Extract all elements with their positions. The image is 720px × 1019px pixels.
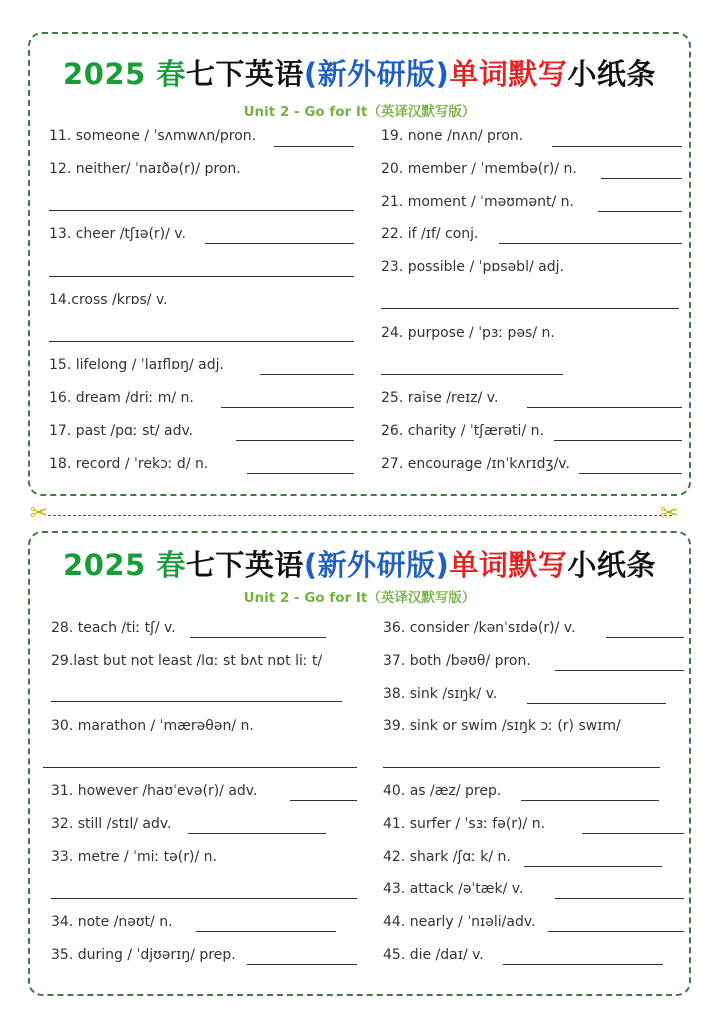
- vocab-entry: 21. moment / ˈməʊmənt/ n.: [381, 194, 574, 210]
- answer-line[interactable]: [524, 866, 662, 867]
- title-spring: 春: [156, 548, 186, 582]
- answer-line[interactable]: [290, 800, 357, 801]
- vocab-entry: 42. shark /ʃɑː k/ n.: [383, 849, 511, 865]
- vocab-entry: 17. past /pɑː st/ adv.: [49, 423, 194, 439]
- answer-line[interactable]: [49, 276, 354, 277]
- title-year: 2025: [63, 57, 157, 91]
- answer-line[interactable]: [606, 637, 684, 638]
- answer-line[interactable]: [555, 670, 684, 671]
- answer-line[interactable]: [499, 243, 682, 244]
- title-note: 小纸条: [567, 548, 656, 582]
- answer-line[interactable]: [579, 473, 682, 474]
- answer-line[interactable]: [381, 308, 679, 309]
- title-words: 单词默写: [449, 57, 568, 91]
- vocab-entry: 41. surfer / ˈsɜː fə(r)/ n.: [383, 816, 546, 832]
- card-title: [30, 543, 689, 584]
- answer-line[interactable]: [43, 767, 357, 768]
- card-title: [30, 52, 689, 93]
- answer-line[interactable]: [49, 210, 354, 211]
- scissors-icon: ✂: [660, 501, 679, 526]
- answer-line[interactable]: [274, 146, 354, 147]
- scissors-icon: ✂: [30, 501, 49, 526]
- title-year: 2025: [63, 548, 157, 582]
- vocab-entry: 29.last but not least /lɑː st bʌt nɒt liː t/: [51, 653, 323, 669]
- vocab-entry: 19. none /nʌn/ pron.: [381, 128, 524, 144]
- title-grade: 七下英语: [185, 57, 304, 91]
- answer-line[interactable]: [548, 931, 684, 932]
- answer-line[interactable]: [503, 964, 663, 965]
- vocab-entry: 28. teach /tiː tʃ/ v.: [51, 620, 176, 636]
- vocab-entry: 12. neither/ ˈnaɪðə(r)/ pron.: [49, 161, 241, 177]
- vocab-entry: 32. still /stɪl/ adv.: [51, 816, 172, 832]
- answer-line[interactable]: [552, 146, 682, 147]
- vocab-entry: 37. both /bəʊθ/ pron.: [383, 653, 531, 669]
- title-spring: 春: [156, 57, 186, 91]
- vocab-entry: 33. metre / ˈmiː tə(r)/ n.: [51, 849, 217, 865]
- answer-line[interactable]: [247, 473, 354, 474]
- vocab-entry: 22. if /ɪf/ conj.: [381, 226, 479, 242]
- answer-line[interactable]: [221, 407, 354, 408]
- answer-line[interactable]: [527, 703, 666, 704]
- answer-line[interactable]: [247, 964, 357, 965]
- answer-line[interactable]: [260, 374, 354, 375]
- card-subtitle: Unit 2 - Go for It（英译汉默写版）: [243, 590, 476, 606]
- card-subtitle: Unit 2 - Go for It（英译汉默写版）: [243, 104, 476, 120]
- answer-line[interactable]: [598, 211, 682, 212]
- vocab-entry: 14.cross /krɒs/ v.: [49, 292, 168, 308]
- answer-line[interactable]: [383, 767, 660, 768]
- vocab-entry: 43. attack /əˈtæk/ v.: [383, 881, 524, 897]
- answer-line[interactable]: [188, 833, 326, 834]
- title-edition: (新外研版): [303, 548, 450, 582]
- vocab-entry: 36. consider /kənˈsɪdə(r)/ v.: [383, 620, 576, 636]
- vocab-entry: 26. charity / ˈtʃærəti/ n.: [381, 423, 544, 439]
- answer-line[interactable]: [381, 374, 563, 375]
- vocab-entry: 20. member / ˈmembə(r)/ n.: [381, 161, 577, 177]
- vocab-entry: 40. as /æz/ prep.: [383, 783, 502, 799]
- vocab-entry: 44. nearly / ˈnɪəli/adv.: [383, 914, 536, 930]
- vocab-entry: 34. note /nəʊt/ n.: [51, 914, 173, 930]
- answer-line[interactable]: [49, 341, 354, 342]
- vocab-entry: 39. sink or swim /sɪŋk ɔː (r) swɪm/: [383, 718, 621, 734]
- answer-line[interactable]: [527, 407, 682, 408]
- answer-line[interactable]: [582, 833, 684, 834]
- vocab-entry: 30. marathon / ˈmærəθən/ n.: [51, 718, 254, 734]
- answer-line[interactable]: [555, 898, 684, 899]
- vocab-entry: 38. sink /sɪŋk/ v.: [383, 686, 498, 702]
- vocab-entry: 24. purpose / ˈpɜː pəs/ n.: [381, 325, 555, 341]
- vocab-entry: 25. raise /reɪz/ v.: [381, 390, 499, 406]
- vocab-entry: 35. during / ˈdjʊərɪŋ/ prep.: [51, 947, 236, 963]
- cut-line: [48, 515, 672, 516]
- vocab-entry: 45. die /daɪ/ v.: [383, 947, 484, 963]
- answer-line[interactable]: [205, 243, 354, 244]
- title-note: 小纸条: [567, 57, 656, 91]
- vocab-entry: 23. possible / ˈpɒsəbl/ adj.: [381, 259, 564, 275]
- answer-line[interactable]: [236, 440, 354, 441]
- title-grade: 七下英语: [185, 548, 304, 582]
- title-edition: (新外研版): [303, 57, 450, 91]
- vocab-entry: 11. someone / ˈsʌmwʌn/pron.: [49, 128, 257, 144]
- vocab-entry: 27. encourage /ɪnˈkʌrɪdʒ/v.: [381, 456, 570, 472]
- vocab-entry: 16. dream /driː m/ n.: [49, 390, 194, 406]
- answer-line[interactable]: [196, 931, 336, 932]
- answer-line[interactable]: [521, 800, 659, 801]
- answer-line[interactable]: [601, 178, 682, 179]
- answer-line[interactable]: [51, 898, 357, 899]
- answer-line[interactable]: [554, 440, 682, 441]
- vocab-entry: 13. cheer /tʃɪə(r)/ v.: [49, 226, 186, 242]
- title-words: 单词默写: [449, 548, 568, 582]
- answer-line[interactable]: [190, 637, 326, 638]
- vocab-entry: 18. record / ˈrekɔː d/ n.: [49, 456, 209, 472]
- answer-line[interactable]: [51, 701, 342, 702]
- vocab-entry: 31. however /haʊˈevə(r)/ adv.: [51, 783, 258, 799]
- vocab-entry: 15. lifelong / ˈlaɪflɒŋ/ adj.: [49, 357, 224, 373]
